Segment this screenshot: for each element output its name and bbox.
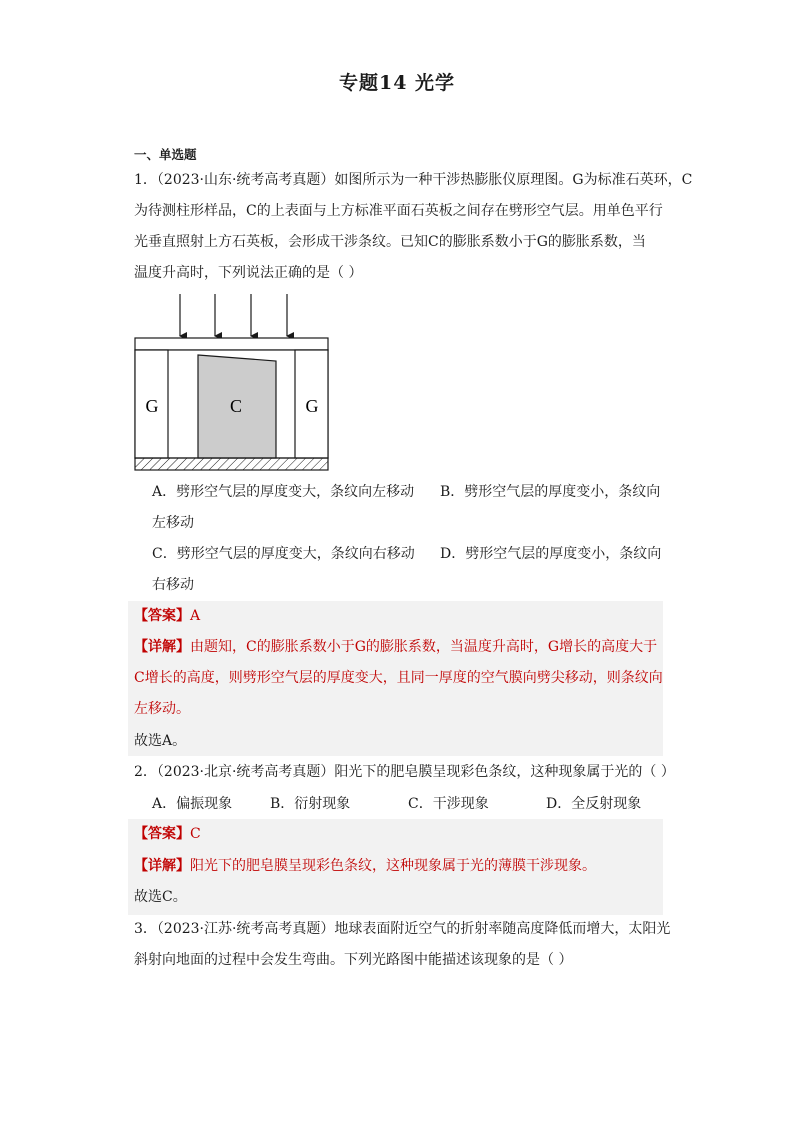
q1-detail-line-1: 【详解】由题知，C的膨胀系数小于G的膨胀系数，当温度升高时，G增长的高度大于 (134, 639, 658, 655)
label-c: C (229, 396, 243, 416)
q2-option-c[interactable]: C．干涉现象 (408, 796, 489, 812)
base-plate (135, 458, 328, 470)
q1-option-b-cont: 左移动 (152, 515, 194, 531)
q1-conclusion: 故选A。 (134, 733, 187, 749)
q2-option-a[interactable]: A．偏振现象 (152, 796, 233, 812)
q3-stem-line-2: 斜射向地面的过程中会发生弯曲。下列光路图中能描述该现象的是（ ） (134, 952, 573, 968)
q1-stem-line-1: 1．（2023·山东·统考高考真题）如图所示为一种干涉热膨胀仪原理图。G为标准石英环，C (134, 172, 693, 188)
label-g-right: G (305, 396, 319, 416)
q2-conclusion: 故选C。 (134, 889, 187, 905)
q2-option-d[interactable]: D．全反射现象 (546, 796, 642, 812)
q1-option-d[interactable]: D．劈形空气层的厚度变小，条纹向 (440, 546, 662, 562)
q1-option-c[interactable]: C．劈形空气层的厚度变大，条纹向右移动 (152, 546, 415, 562)
section-heading: 一、单选题 (134, 147, 197, 162)
q1-stem-line-2: 为待测柱形样品，C的上表面与上方标准平面石英板之间存在劈形空气层。用单色平行 (134, 203, 663, 219)
q2-stem: 2．（2023·北京·统考高考真题）阳光下的肥皂膜呈现彩色条纹，这种现象属于光的（ ） (134, 764, 675, 780)
q1-detail-label: 【详解】 (134, 639, 190, 655)
q1-option-b[interactable]: B．劈形空气层的厚度变小，条纹向 (440, 484, 661, 500)
q1-answer-value: A (190, 608, 201, 624)
q2-answer-value: C (190, 826, 201, 842)
q2-answer (134, 824, 201, 844)
q1-detail-line-3: 左移动。 (134, 701, 190, 717)
q1-stem-line-3: 光垂直照射上方石英板，会形成干涉条纹。已知C的膨胀系数小于G的膨胀系数，当 (134, 234, 646, 250)
q1-answer (134, 606, 200, 626)
q2-answer-label: 【答案】 (134, 826, 190, 842)
quartz-plate (135, 338, 328, 350)
q1-detail-line-2: C增长的高度，则劈形空气层的厚度变大，且同一厚度的空气膜向劈尖移动，则条纹向 (134, 670, 663, 686)
label-g-left: G (145, 396, 159, 416)
light-arrows (180, 294, 287, 336)
dilatometer-figure (134, 290, 334, 476)
q1-answer-label: 【答案】 (134, 608, 190, 624)
q2-detail-label: 【详解】 (134, 858, 190, 874)
q2-option-b[interactable]: B．衍射现象 (270, 796, 351, 812)
q1-stem-line-4: 温度升高时，下列说法正确的是（ ） (134, 265, 363, 281)
q2-detail: 【详解】阳光下的肥皂膜呈现彩色条纹，这种现象属于光的薄膜干涉现象。 (134, 858, 596, 874)
page-title: 专题14 光学 (338, 72, 456, 94)
q3-stem-line-1: 3．（2023·江苏·统考高考真题）地球表面附近空气的折射率随高度降低而增大，太阳光 (134, 921, 671, 937)
q1-option-d-cont: 右移动 (152, 577, 194, 593)
q1-option-a[interactable]: A．劈形空气层的厚度变大，条纹向左移动 (152, 484, 415, 500)
